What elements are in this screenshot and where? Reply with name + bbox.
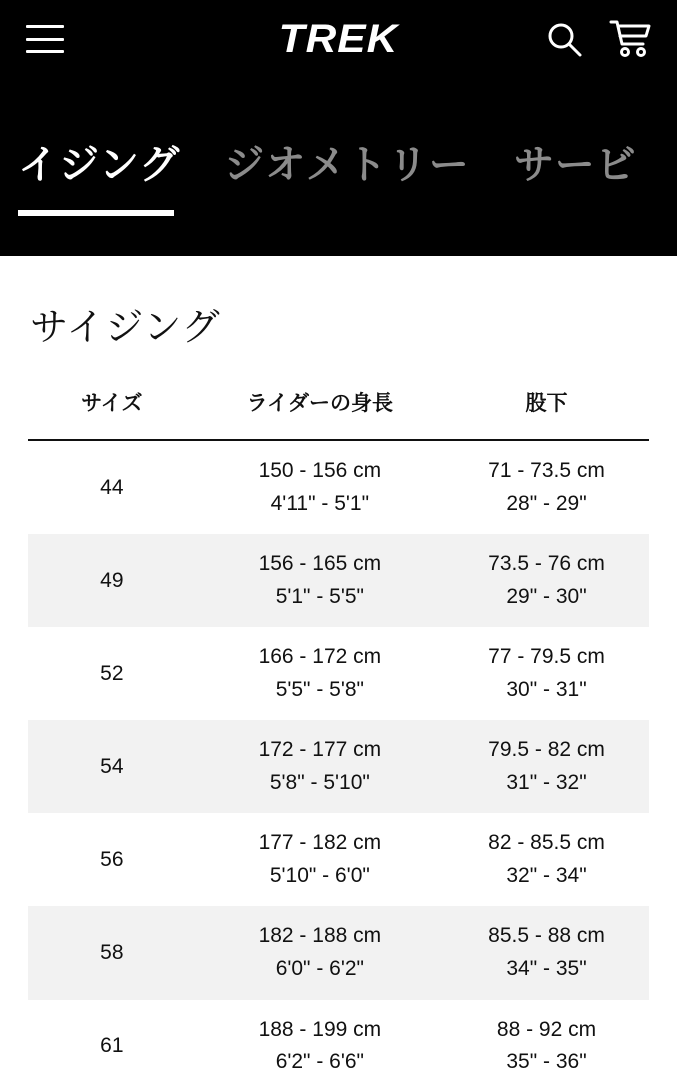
column-header-rider-height: ライダーの身長 [196, 387, 444, 440]
cell-size: 52 [100, 661, 124, 685]
top-header-bar [0, 0, 677, 78]
height-ft: 6'2" - 6'6" [275, 1050, 364, 1074]
tab-sizing[interactable]: イジング [18, 133, 180, 202]
inseam-cm: 79.5 - 82 cm [488, 738, 605, 762]
height-cm: 150 - 156 cm [258, 459, 382, 482]
height-cm: 172 - 177 cm [258, 738, 382, 762]
height-ft: 6'0" - 6'2" [275, 957, 364, 981]
height-ft: 5'1" - 5'5" [275, 584, 364, 608]
cell-size: 56 [100, 847, 124, 871]
inseam-cm: 77 - 79.5 cm [488, 645, 605, 669]
inseam-in: 29" - 30" [506, 584, 587, 608]
cell-inseam [444, 627, 649, 720]
table-row [28, 627, 649, 720]
cell-size: 54 [28, 720, 196, 813]
search-icon[interactable] [545, 20, 583, 58]
hamburger-line [26, 50, 64, 53]
table-row [28, 906, 649, 999]
section-tab-bar [0, 78, 677, 256]
shopping-cart-icon[interactable] [609, 19, 651, 59]
page-title: サイジング [30, 307, 221, 349]
table-row [28, 813, 649, 906]
cell-rider-height [196, 720, 444, 813]
column-header-inseam: 股下 [444, 387, 649, 440]
height-cm: 177 - 182 cm [258, 831, 382, 855]
cell-inseam [444, 813, 649, 906]
table-row [28, 720, 649, 813]
cell-size: 44 [100, 475, 124, 499]
height-cm: 188 - 199 cm [258, 1017, 382, 1041]
inseam-cm: 71 - 73.5 cm [488, 459, 605, 482]
height-ft: 5'10" - 6'0" [269, 863, 370, 887]
cell-inseam [444, 720, 649, 813]
height-cm: 166 - 172 cm [258, 645, 382, 669]
hamburger-menu-icon[interactable] [26, 25, 64, 53]
cell-size: 58 [28, 906, 196, 999]
height-ft: 4'11" - 5'1" [270, 491, 370, 515]
cell-size: 61 [100, 1034, 124, 1058]
tab-geometry[interactable]: ジオメトリー [224, 142, 470, 187]
cell-size: 49 [28, 534, 196, 627]
inseam-cm: 85.5 - 88 cm [488, 924, 605, 948]
inseam-in: 32" - 34" [506, 863, 587, 887]
height-cm: 182 - 188 cm [258, 924, 382, 948]
cell-inseam [444, 1000, 649, 1080]
cell-inseam [444, 534, 649, 627]
cell-rider-height [196, 440, 444, 534]
inseam-in: 34" - 35" [506, 957, 587, 981]
cell-rider-height [196, 627, 444, 720]
inseam-cm: 88 - 92 cm [496, 1017, 597, 1041]
cell-rider-height [196, 813, 444, 906]
inseam-in: 30" - 31" [506, 677, 587, 701]
inseam-in: 28" - 29" [506, 491, 587, 515]
inseam-cm: 82 - 85.5 cm [488, 831, 605, 855]
trek-logo: TREK [278, 16, 399, 61]
column-header-size: サイズ [28, 387, 196, 440]
table-header [28, 387, 649, 440]
height-ft: 5'5" - 5'8" [275, 677, 364, 701]
inseam-cm: 73.5 - 76 cm [488, 552, 605, 576]
inseam-in: 31" - 32" [506, 770, 587, 794]
cell-inseam [444, 440, 649, 534]
height-ft: 5'8" - 5'10" [269, 770, 370, 794]
table-row [28, 534, 649, 627]
table-row [28, 440, 649, 534]
cell-rider-height [196, 534, 444, 627]
height-cm: 156 - 165 cm [258, 552, 382, 576]
cell-rider-height [196, 906, 444, 999]
cell-rider-height [196, 1000, 444, 1080]
hamburger-line [26, 38, 64, 41]
hamburger-line [26, 25, 64, 28]
sizing-table [28, 387, 649, 1080]
table-row [28, 1000, 649, 1080]
table-body [28, 440, 649, 1080]
main-content [0, 256, 677, 1080]
cell-inseam [444, 906, 649, 999]
header-actions [545, 19, 651, 59]
table-header-row [28, 387, 649, 440]
tab-service[interactable]: サービ [513, 142, 637, 187]
inseam-in: 35" - 36" [506, 1050, 587, 1074]
